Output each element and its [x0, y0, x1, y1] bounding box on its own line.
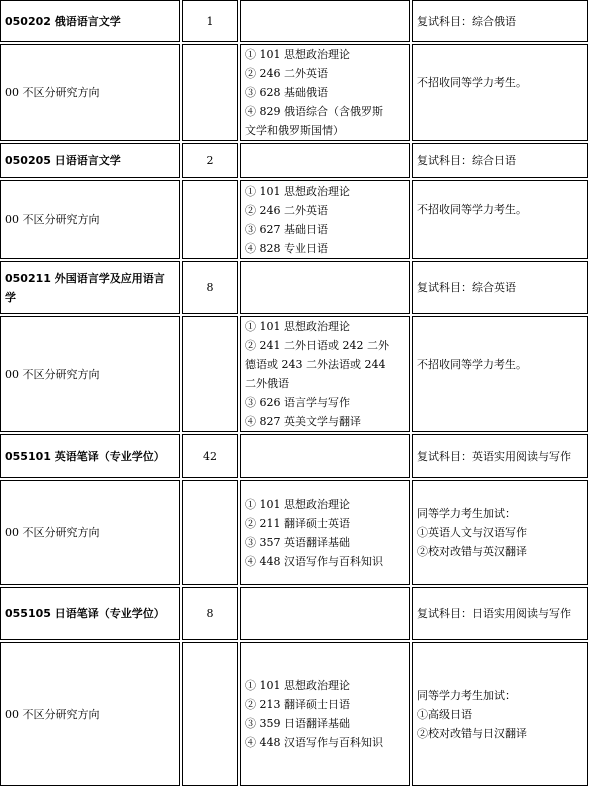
admission-note — [412, 44, 588, 141]
enrollment-quota: 2 — [182, 143, 238, 178]
major-row — [0, 143, 588, 178]
empty-cell — [182, 316, 238, 432]
note-line: 不招收同等学力考生。 — [417, 358, 527, 371]
note-line: 同等学力考生加试： — [417, 688, 516, 702]
exam-subject: ② 211 翻译硕士英语 — [245, 516, 350, 530]
exam-subject: ④ 827 英美文学与翻译 — [245, 415, 361, 428]
exam-subject: ① 101 思想政治理论 — [245, 48, 350, 61]
major-row — [0, 0, 588, 42]
exam-subject: ② 241 二外日语或 242 二外 — [245, 339, 389, 352]
exam-subject: ④ 448 汉语写作与百科知识 — [245, 554, 383, 568]
exam-subject: 德语或 243 二外法语或 244 — [245, 358, 386, 371]
major-name: 055105 日语笔译（专业学位） — [0, 587, 180, 640]
admission-note — [412, 316, 588, 432]
retest-subject: 复试科目：综合日语 — [412, 143, 588, 178]
major-row — [0, 261, 588, 314]
empty-cell — [240, 0, 410, 42]
exam-subject: ② 246 二外英语 — [245, 203, 328, 217]
enrollment-quota: 42 — [182, 434, 238, 478]
exam-subject: 二外俄语 — [245, 377, 289, 390]
admission-note — [412, 642, 588, 786]
major-name: 050205 日语语言文学 — [0, 143, 180, 178]
note-line: ②校对改错与英汉翻译 — [417, 545, 527, 558]
exam-subjects — [240, 44, 410, 141]
enrollment-quota: 1 — [182, 0, 238, 42]
research-direction: 00 不区分研究方向 — [0, 180, 180, 259]
exam-subject: ③ 628 基础俄语 — [245, 86, 328, 99]
major-row — [0, 587, 588, 640]
note-line: 同等学力考生加试： — [417, 507, 516, 520]
exam-subject: ① 101 思想政治理论 — [245, 679, 350, 692]
note-line: 不招收同等学力考生。 — [417, 203, 527, 216]
empty-cell — [182, 44, 238, 141]
exam-subject: ④ 448 汉语写作与百科知识 — [245, 736, 383, 749]
exam-subject: ③ 626 语言学与写作 — [245, 396, 350, 409]
research-direction: 00 不区分研究方向 — [0, 480, 180, 585]
empty-cell — [240, 261, 410, 314]
exam-subject: ④ 829 俄语综合（含俄罗斯 — [245, 105, 383, 118]
research-direction: 00 不区分研究方向 — [0, 44, 180, 141]
retest-subject: 复试科目：综合俄语 — [412, 0, 588, 42]
exam-subject: ② 213 翻译硕士日语 — [245, 698, 350, 711]
enrollment-quota: 8 — [182, 587, 238, 640]
exam-subjects — [240, 480, 410, 585]
exam-subject: ① 101 思想政治理论 — [245, 497, 350, 511]
exam-subjects — [240, 316, 410, 432]
exam-subject: 文学和俄罗斯国情） — [245, 124, 344, 137]
direction-row — [0, 642, 588, 786]
research-direction: 00 不区分研究方向 — [0, 316, 180, 432]
empty-cell — [182, 642, 238, 786]
exam-subjects — [240, 180, 410, 259]
admission-note — [412, 180, 588, 259]
exam-subject: ① 101 思想政治理论 — [245, 184, 350, 198]
direction-row — [0, 44, 588, 141]
note-line: 不招收同等学力考生。 — [417, 76, 527, 89]
exam-subject: ③ 359 日语翻译基础 — [245, 717, 350, 730]
exam-subject: ① 101 思想政治理论 — [245, 320, 350, 333]
exam-subjects — [240, 642, 410, 786]
note-line: ①高级日语 — [417, 707, 472, 721]
exam-subject: ④ 828 专业日语 — [245, 241, 328, 255]
empty-cell — [240, 143, 410, 178]
exam-subject: ② 246 二外英语 — [245, 67, 328, 80]
direction-row — [0, 480, 588, 585]
note-line: ①英语人文与汉语写作 — [417, 526, 527, 539]
empty-cell — [182, 480, 238, 585]
empty-cell — [240, 587, 410, 640]
note-line: ②校对改错与日汉翻译 — [417, 726, 527, 740]
empty-cell — [182, 180, 238, 259]
major-row — [0, 434, 588, 478]
major-name: 050202 俄语语言文学 — [0, 0, 180, 42]
major-name: 055101 英语笔译（专业学位） — [0, 434, 180, 478]
direction-row — [0, 316, 588, 432]
enrollment-quota: 8 — [182, 261, 238, 314]
research-direction: 00 不区分研究方向 — [0, 642, 180, 786]
retest-subject: 复试科目：综合英语 — [412, 261, 588, 314]
major-name: 050211 外国语言学及应用语言学 — [0, 261, 180, 314]
exam-subject: ③ 627 基础日语 — [245, 222, 328, 236]
retest-subject: 复试科目：日语实用阅读与写作 — [412, 587, 588, 640]
retest-subject: 复试科目：英语实用阅读与写作 — [412, 434, 588, 478]
exam-subject: ③ 357 英语翻译基础 — [245, 535, 350, 549]
admission-note — [412, 480, 588, 585]
direction-row — [0, 180, 588, 259]
empty-cell — [240, 434, 410, 478]
